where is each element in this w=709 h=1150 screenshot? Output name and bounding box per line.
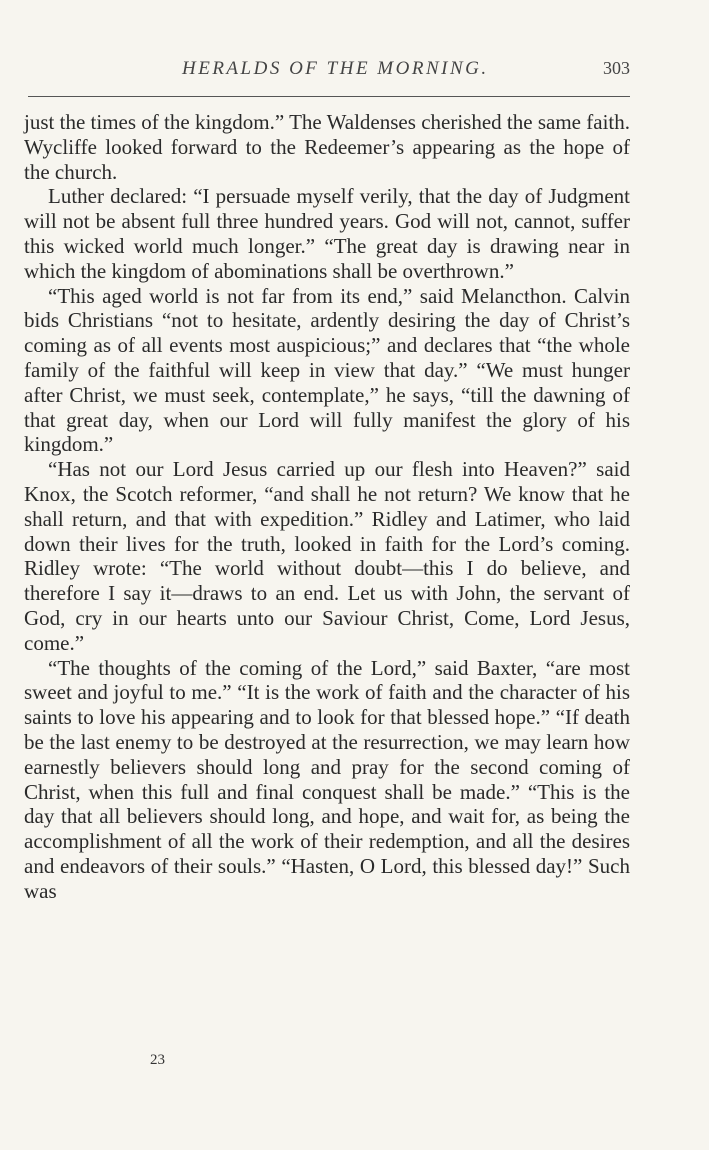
running-header bbox=[22, 58, 630, 88]
paragraph-2: Luther declared: “I persuade myself verily, that the day of Judgment will not be absent full three hundred years. God will not, cannot, suffer this wicked world much longer.” “The great day is drawing near in which the kingdom of abominations shall be overthrown.” bbox=[24, 184, 630, 283]
running-title: HERALDS OF THE MORNING. bbox=[182, 58, 489, 79]
body-text bbox=[24, 110, 630, 904]
header-rule bbox=[28, 96, 630, 97]
signature-mark: 23 bbox=[150, 1052, 165, 1068]
paragraph-4: “Has not our Lord Jesus carried up our flesh into Heaven?” said Knox, the Scotch reformer, “and shall he not return? We know that he shall return, and that with expedition.” Ridley and Latimer, who laid down their lives for the truth, looked in faith for the Lord’s coming. Ridley wrote: “The world without doubt—this I do believe, and therefore I say it—draws to an end. Let us with John, the servant of God, cry in our hearts unto our Saviour Christ, Come, Lord Jesus, come.” bbox=[24, 457, 630, 655]
paragraph-5: “The thoughts of the coming of the Lord,” said Baxter, “are most sweet and joyful to me.” “It is the work of faith and the character of his saints to love his appearing and to look for that blessed hope.” “If death be the last enemy to be destroyed at the resurrection, we may learn how earnestly believers should long and pray for the second coming of Christ, when this full and final conquest shall be made.” “This is the day that all believers should long, and hope, and wait for, as being the accomplishment of all the work of their redemption, and all the desires and endeavors of their souls.” “Hasten, O Lord, this blessed day!” Such was bbox=[24, 655, 630, 903]
paragraph-1: just the times of the kingdom.” The Waldenses cherished the same faith. Wycliffe looked forward to the Redeemer’s appearing as the hope of the church. bbox=[24, 110, 630, 184]
page-number: 303 bbox=[603, 58, 630, 78]
paragraph-3: “This aged world is not far from its end,” said Melancthon. Calvin bids Christians “not to hesitate, ardently desiring the day of Christ’s coming as of all events most auspicious;” and declares that “the whole family of the faithful will keep in view that day.” “We must hunger after Christ, we must seek, contemplate,” he says, “till the dawning of that great day, when our Lord will fully manifest the glory of his kingdom.” bbox=[24, 283, 630, 457]
